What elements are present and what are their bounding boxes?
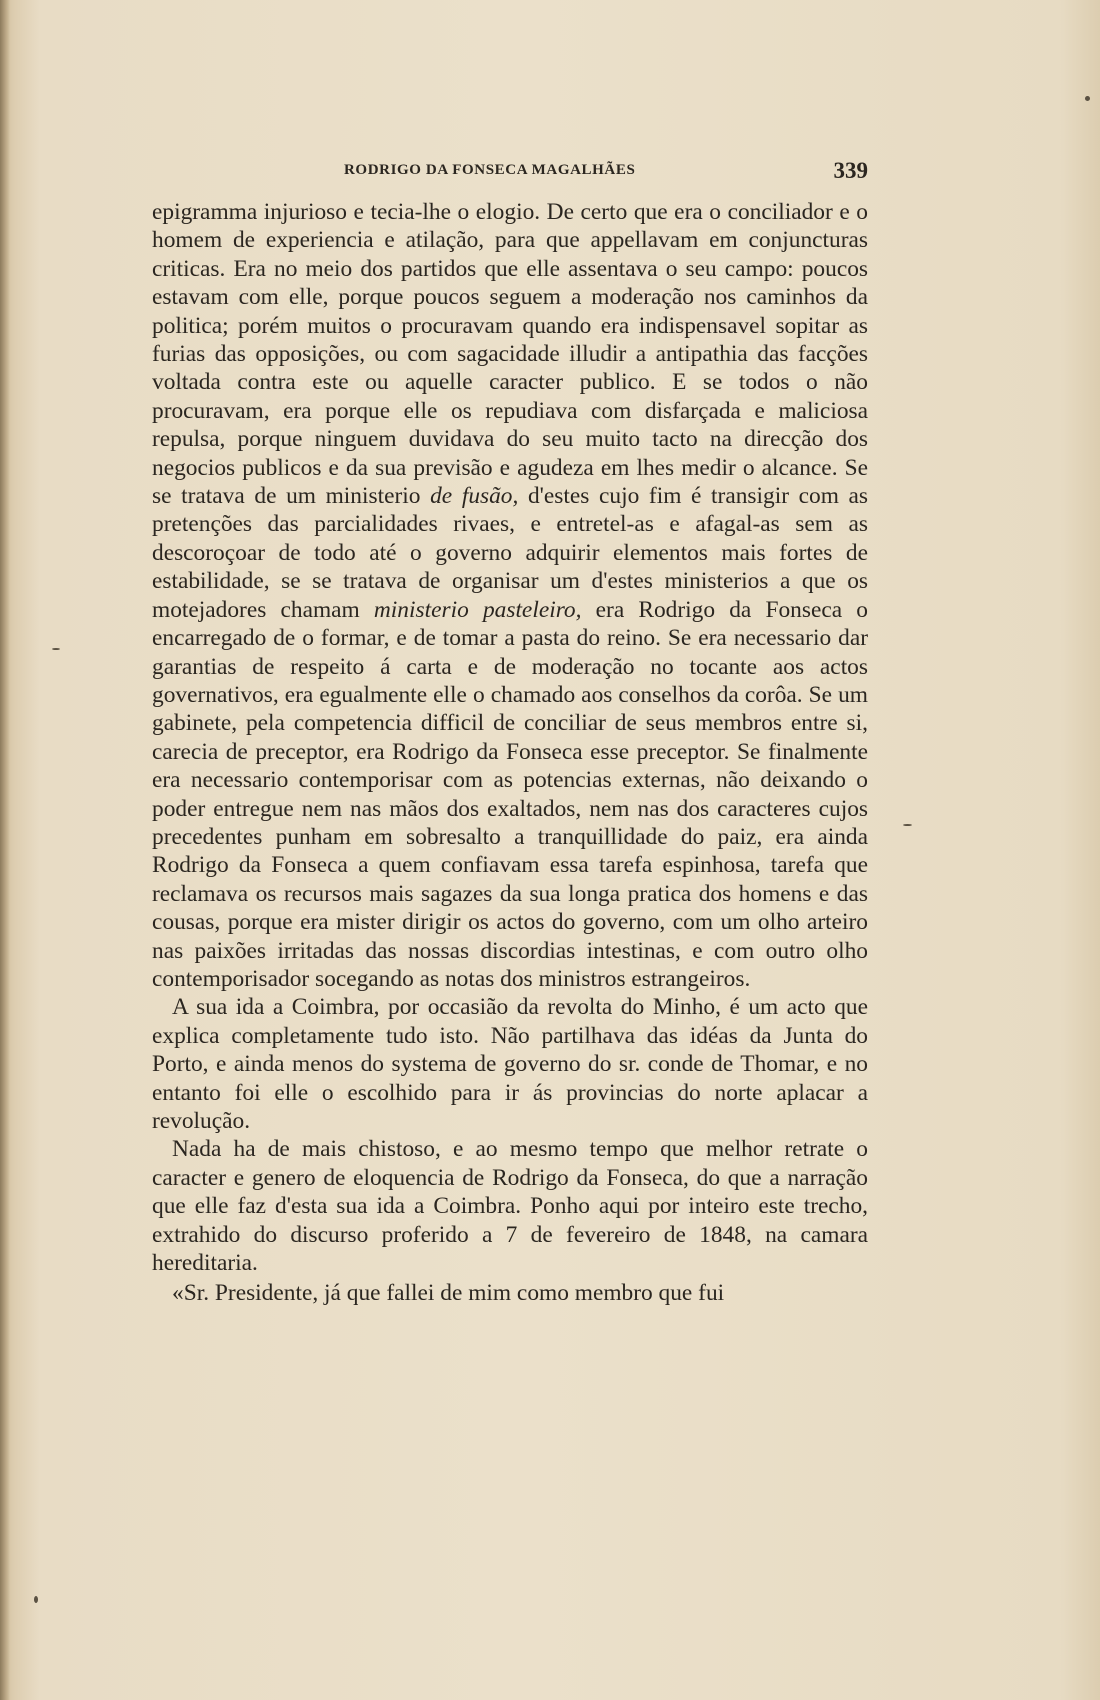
paper-speck [1085,96,1090,101]
paragraph-3: Nada ha de mais chistoso, e ao mesmo tempo que melhor retrate o caracter e genero de eloquencia de Rodrigo da Fonseca, do que a narração que elle faz d'esta sua ida a Coimbra. Ponho aqui por inteiro este trecho, extrahido do discurso proferido a 7 de fevereiro de 1848, na camara hereditaria. [152,1136,868,1277]
page-spine-shadow [0,0,10,1700]
paragraph-1-part-a: epigramma injurioso e tecia-lhe o elogio. De certo que era o conciliador e o homem de experiencia e atilação, para que appellavam em conjuncturas criticas. Era no meio dos partidos que elle assentava o seu campo: poucos estavam com elle, porque poucos seguem a moderação nos caminhos da politica; porém muitos o procuravam quando era indispensavel sopitar as furias das opposições, ou com sagacidade illudir a antipathia das facções voltada contra este ou aquelle caracter publico. E se todos o não procuravam, era porque elle os repudiava com disfarçada e maliciosa repulsa, porque ninguem duvidava do seu muito tacto na direcção dos negocios publicos e da sua previsão e agudeza em lhes medir o alcance. Se se tratava de um ministerio [152,199,868,510]
body-text [152,198,868,1308]
paragraph-2: A sua ida a Coimbra, por occasião da revolta do Minho, é um acto que explica completamente tudo isto. Não partilhava das idéas da Junta do Porto, e ainda menos do systema de governo do sr. conde de Thomar, e no entanto foi elle o escolhido para ir ás provincias do norte aplacar a revolução. [152,994,868,1134]
paragraph-1-part-c: era Rodrigo da Fonseca o encarregado de o formar, e de tomar a pasta do reino. Se era necessario dar garantias de respeito á carta e de moderação no tocante aos actos governativos, era egualmente elle o chamado aos conselhos da corôa. Se um gabinete, pela competencia difficil de conciliar de seus membros entre si, carecia de preceptor, era Rodrigo da Fonseca esse preceptor. Se finalmente era necessario contemporisar com as potencias externas, não deixando o poder entregue nem nas mãos dos exaltados, nem nas dos caracteres cujos precedentes punham em sobresalto a tranquillidade do paiz, era ainda Rodrigo da Fonseca a quem confiavam essa tarefa espinhosa, tarefa que reclamava os recursos mais sagazes da sua longa pratica dos homens e das cousas, porque era mister dirigir os actos do governo, com um olho arteiro nas paixões irritadas das nossas discordias intestinas, e com outro olho contemporisador socegando as notas dos ministros estrangeiros. [152,596,868,992]
paragraph-1-part-b: d'estes cujo fim é transigir com as pretenções das parcialidades rivaes, e entretel-as e afagal-as sem as descoroçoar de todo até o governo adquirir elementos mais fortes de estabilidade, se se tratava de organisar um d'estes ministerios a que os motejadores chamam [152,483,869,623]
paragraph-4-quote-start: «Sr. Presidente, já que fallei de mim como membro que fui [172,1280,725,1307]
paper-speck [52,648,60,650]
paper-speck [903,824,912,826]
paragraph-1 [152,198,868,993]
page-header [152,158,868,186]
paper-speck [34,1596,38,1603]
italic-de-fusao: de fusão, [430,483,519,510]
italic-ministerio-pasteleiro: ministerio pasteleiro, [373,596,582,623]
running-title: RODRIGO DA FONSECA MAGALHÃES [344,162,636,178]
page-number: 339 [833,158,868,183]
